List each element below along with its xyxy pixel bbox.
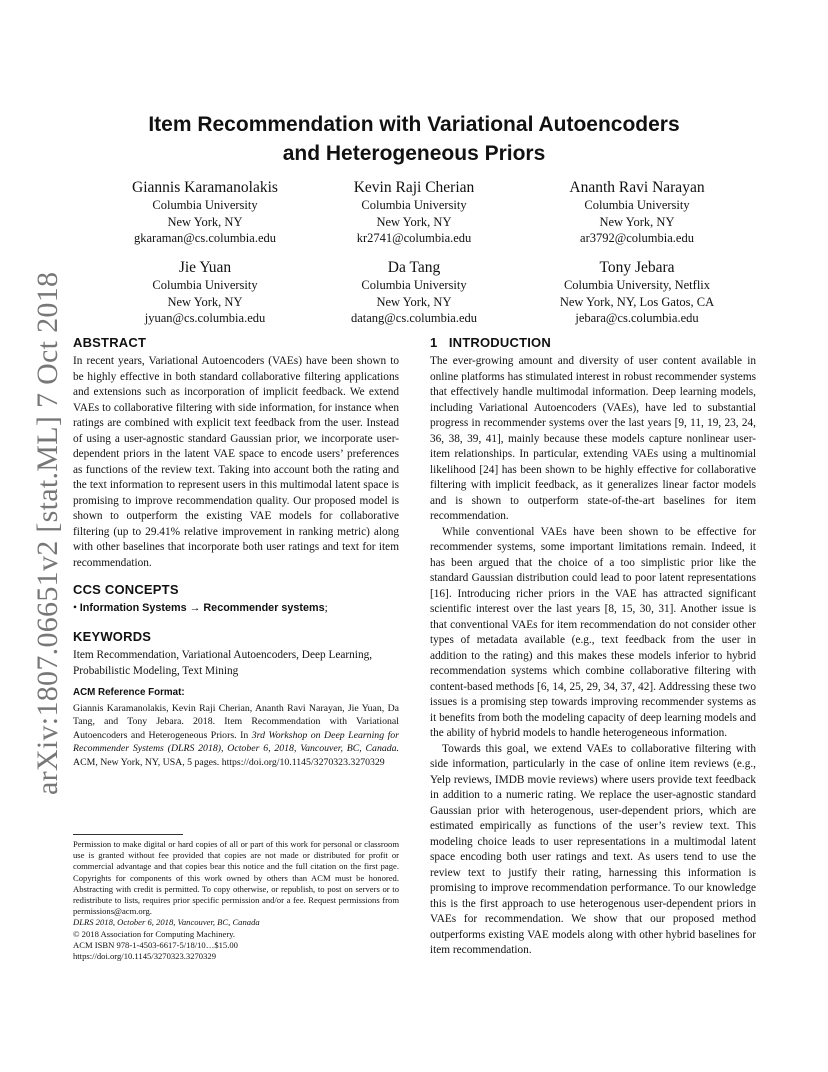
author-name: Tony Jebara — [599, 259, 675, 276]
author-affiliation: Columbia University — [584, 198, 690, 212]
author-location: New York, NY — [167, 214, 243, 229]
permission-footnote — [73, 839, 399, 962]
author-name: Kevin Raji Cherian — [353, 179, 475, 196]
introduction-heading: 1 INTRODUCTION — [430, 335, 551, 350]
author-location: New York, NY — [167, 294, 243, 309]
author-email: datang@cs.columbia.edu — [350, 311, 478, 325]
right-column — [430, 335, 756, 959]
author-name: Da Tang — [387, 259, 441, 276]
author-email: jebara@cs.columbia.edu — [575, 311, 699, 325]
footnote-venue: DLRS 2018, October 6, 2018, Vancouver, BC, Canada — [73, 917, 260, 928]
author-email: kr2741@columbia.edu — [356, 231, 472, 245]
ccs-concepts — [73, 601, 399, 616]
keywords-text: Item Recommendation, Variational Autoencoders, Deep Learning, Probabilistic Modeling, Text Mining — [73, 649, 373, 677]
footnote-copyright: © 2018 Association for Computing Machinery. — [73, 928, 236, 939]
author-affiliation: Columbia University — [152, 278, 258, 292]
author-affiliation: Columbia University — [361, 198, 467, 212]
author-email: jyuan@cs.columbia.edu — [144, 311, 266, 325]
arxiv-identifier: arXiv:1807.06651v2 [stat.ML] 7 Oct 2018 — [31, 271, 64, 795]
author-name: Jie Yuan — [178, 259, 232, 276]
footnote-doi: https://doi.org/10.1145/3270323.3270329 — [73, 951, 216, 962]
author-block — [294, 258, 534, 327]
title-line-1: Item Recommendation with Variational Autoencoders — [148, 113, 680, 136]
acm-reference-venue: 3rd Workshop on Deep Learning for Recommender Systems (DLRS 2018), October 6, 2018, Vancouver, BC, Canada. — [73, 729, 399, 754]
author-block — [517, 258, 757, 327]
keywords-heading: KEYWORDS — [73, 629, 152, 644]
footnote-rule — [73, 834, 183, 835]
author-block — [85, 258, 325, 327]
ccs-text: Information Systems → Recommender systems — [79, 602, 325, 614]
acm-reference-heading: ACM Reference Format: — [73, 687, 185, 698]
acm-reference-publisher: ACM, New York, NY, USA, 5 pages. https://doi.org/10.1145/3270323.3270329 — [73, 756, 385, 768]
ccs-suffix: ; — [324, 602, 328, 614]
abstract-text: In recent years, Variational Autoencoders (VAEs) have been shown to be highly effective in both standard collaborative filtering applications and extensions such as incorporation of implicit feedback. We extend VAEs to collaborative filtering with side information, for instance when ratings are combined with explicit text feedback from the user. Instead of using a user-agnostic standard Gaussian prior, we incorporate user-dependent priors in the latent VAE space to encode users’ preferences as functions of the review text. Taking into account both the rating and the text information to represent users in this multimodal latent space is promising to improve recommendation quality. Our proposed model is shown to outperform the existing VAE models for collaborative filtering (up to 29.41% relative improvement in ranking metric) along with other baselines that incorporate both user ratings and text for item recommendation. — [73, 355, 399, 569]
author-email: ar3792@columbia.edu — [580, 231, 694, 245]
ccs-heading: CCS CONCEPTS — [73, 582, 179, 597]
author-affiliation: Columbia University, Netflix — [563, 278, 711, 292]
footnote-isbn: ACM ISBN 978-1-4503-6617-5/18/10…$15.00 — [73, 939, 238, 950]
title-line-2: and Heterogeneous Priors — [282, 142, 546, 165]
intro-paragraph: The ever-growing amount and diversity of user content available in online platforms has stimulated interest in robust recommender systems that effectively handle multimodal information. Deep learning models, including Variational Autoencoders (VAEs), have led to substantial progress in recommender systems over the last years [9, 11, 19, 23, 24, 36, 38, 39, 41], mainly because these models capture nonlinear user-item relationships. In particular, extending VAEs using a multinomial likelihood [24] has been shown to be highly effective for collaborative filtering with implicit feedback, as it generalizes linear factor models and is shown to outperform state-of-the-art baselines for item recommendation. — [430, 355, 756, 522]
author-block — [85, 178, 325, 247]
ccs-bullet: • — [73, 602, 77, 614]
abstract-heading: ABSTRACT — [73, 335, 147, 350]
author-location: New York, NY, Los Gatos, CA — [559, 294, 715, 309]
author-location: New York, NY — [376, 214, 452, 229]
author-affiliation: Columbia University — [361, 278, 467, 292]
paper-title — [0, 110, 828, 168]
author-affiliation: Columbia University — [152, 198, 258, 212]
intro-paragraph: Towards this goal, we extend VAEs to collaborative filtering with side information, particularly in the case of online item reviews (e.g., Yelp reviews, IMDB movie reviews) where users provide text feedback in addition to a numeric rating. We replace the user-agnostic standard Gaussian prior with heterogenous, user-dependent priors, which are estimated empirically as functions of the user’s review text. This modeling choice leads to user representations in a multimodal latent space encoding both user ratings and text. As users tend to use the review text to justify their rating, harnessing this information is promising to improve recommendation performance. To our knowledge this is the first approach to use heterogenous user-dependent priors in VAEs for recommendation. We show that our proposed method outperforms existing VAE models along with other hybrid baselines for item recommendation. — [430, 742, 756, 956]
author-location: New York, NY — [376, 294, 452, 309]
author-name: Giannis Karamanolakis — [132, 179, 278, 196]
intro-paragraph: While conventional VAEs have been shown to be effective for recommender systems, some important limitations remain. Indeed, it has been argued that the choice of a too simplistic prior like the standard Gaussian distribution could lead to poor latent representations [16]. Introducing richer priors in the VAE has attracted significant scientific interest over the last years [8, 15, 30, 31]. Another issue is that conventional VAEs for item recommendation do not consider other types of metadata available (e.g., text feedback from the user in addition to the rating) and this makes these models inferior to hybrid recommendation systems which combine collaborative filtering with content-based methods [6, 14, 25, 29, 34, 37, 42]. Addressing these two issues is a promising step towards improving recommender systems as it benefits from both the modeling capacity of deep learning models and the ability of hybrid models to handle heterogeneous information. — [430, 525, 756, 739]
author-block — [517, 178, 757, 247]
author-block — [294, 178, 534, 247]
author-location: New York, NY — [599, 214, 675, 229]
permission-text: Permission to make digital or hard copies of all or part of this work for personal or classroom use is granted without fee provided that copies are not made or distributed for profit or commercial advantage and that copies bear this notice and the full citation on the first page. Copyrights for components of this work owned by others than ACM must be honored. Abstracting with credit is permitted. To copy otherwise, or republish, to post on servers or to redistribute to lists, requires prior specific permission and/or a fee. Request permissions from permissions@acm.org. — [73, 839, 399, 917]
left-column — [73, 335, 399, 769]
acm-reference-authors: Giannis Karamanolakis, Kevin Raji Cherian, Ananth Ravi Narayan, Jie Yuan, Da Tang, and Tony Jebara. 2018. Item Recommendation with Variational Autoencoders and Heterogeneous Priors. In — [73, 702, 399, 741]
author-email: gkaraman@cs.columbia.edu — [133, 231, 277, 245]
author-name: Ananth Ravi Narayan — [569, 179, 705, 196]
acm-reference-text — [73, 702, 399, 770]
